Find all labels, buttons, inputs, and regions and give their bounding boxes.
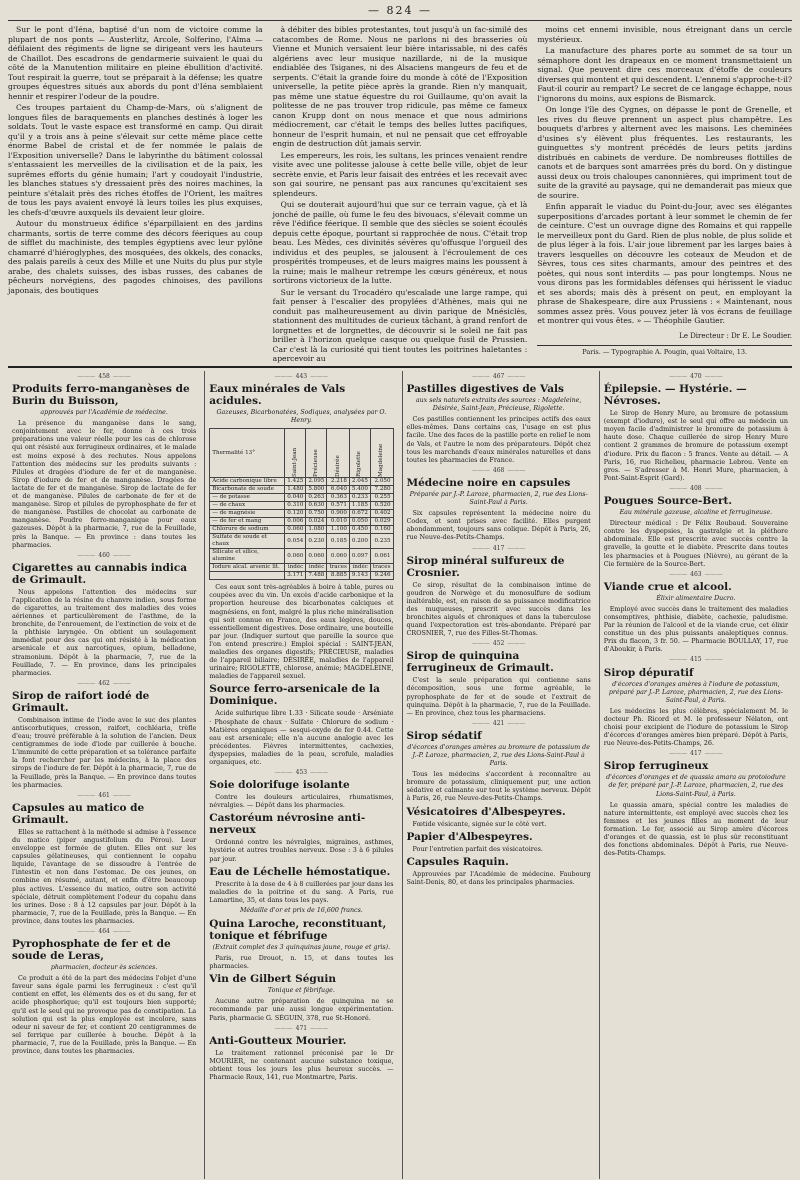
ad-body: Approuvées par l'Académie de médecine. Faubourg Saint-Denis, 80, et dans les principales pharmacies. bbox=[406, 869, 591, 886]
table-cell: 1.080 bbox=[306, 526, 327, 534]
ad-number: ——— 468 ——— bbox=[407, 467, 591, 475]
ad-block bbox=[407, 373, 591, 464]
ad-block bbox=[12, 373, 196, 549]
table-cell: 7.488 bbox=[306, 572, 327, 580]
paragraph: Ces troupes partaient du Champ-de-Mars, où s'alignent de longues files de baraquements en planches destinés à loger les soldats. Tout le vaste espace est transformé en camp. Qui dirait qu'il y a trois ans à peine s'élevait sur cette même place cette énorme Babel de cristal et de fer nommée le palais de l'Exposition universelle? Dans le labyrinthe du bâtiment colossal s'entassaient les merveilles de la civilisation et de la paix, les suprêmes efforts du génie humain; l'art y coudoyait l'industrie, les blanches statues s'y dressaient près des noires machines, la peinture s'étalait près des riches étoffes de l'Orient, les maîtres de tous les pays avaient envoyé là leurs toiles les plus exquises, les chefs-d'œuvre auxquels ils devaient leur gloire. bbox=[8, 103, 263, 217]
table-cell: 2.050 bbox=[370, 478, 393, 486]
table-cell: 0.060 bbox=[285, 526, 306, 534]
ad-block bbox=[604, 656, 788, 747]
table-cell: 0.050 bbox=[349, 518, 370, 526]
ad-body: Ces eaux sont très-agréables à boire à table, pures ou coupées avec du vin. Un excès d'acide carbonique et la proportion heureuse des bicarbonates calciques et magnésiens, en font, malgré la plus riche minéralisation qui soit connue en France, des eaux légères, douces, essentiellement digestives. Dose ordinaire, une bouteille par jour. (Indiquer surtout que pareille la source que l'on entend prescrire.) Emploi spécial : SAINT-JEAN, maladies des organes digestifs; PRÉCIEUSE, maladies de l'appareil biliaire; DÉSIRÉE, maladies de l'appareil urinaire; RIGOLETTE, chlorose, anémie; MAGDELEINE, maladies de l'appareil sexuel. bbox=[209, 583, 394, 681]
ad-block bbox=[209, 683, 393, 766]
paragraph: Autour du monstrueux édifice s'éparpillaient en des jardins charmants, sortis de terre comme des décors féeriques au coup de sifflet du machiniste, des temples égyptiens avec leur pylône chamarré d'hiéroglyphes, des mosquées, des okkels, des conacks, des palais pareils à ceux des Mille et une Nuits du plus pur style arabe, des chalets suisses, des isbas russes, des cabanes de pêcheurs norvégiens, des pagodes chinoises, des pavillons japonais, des boutiques bbox=[8, 219, 263, 295]
ad-number: ——— 452 ——— bbox=[407, 640, 591, 648]
ad-body: Fœtide vésicante, signée sur le côté vert. bbox=[412, 819, 547, 828]
ad-number: ——— 463 ——— bbox=[604, 571, 788, 579]
table-row bbox=[210, 564, 393, 572]
paragraph: moins cet ennemi invisible, nous étreignant dans un cercle mystérieux. bbox=[537, 25, 793, 44]
table-cell: Acide carbonique libre bbox=[210, 478, 285, 486]
ad-block bbox=[407, 806, 591, 828]
table-cell: 7.280 bbox=[370, 486, 393, 494]
table-cell: 0.263 bbox=[306, 494, 327, 502]
ad-block bbox=[209, 583, 393, 680]
ads-col-3 bbox=[402, 371, 595, 1179]
ad-body: Le quassia amara, spécial contre les maladies de nature intermittente, est employé avec succès chez les femmes et les jeunes filles au moment de leur formation. Le fer, associé au Sirop amère d'écorces d'oranges et de quassia, est le plus sûr reconstituant des fonctions abdominales. Dépôt à Paris, rue Neuve-des-Petits-Champs. bbox=[603, 800, 788, 858]
ad-number: ——— 443 ——— bbox=[209, 373, 393, 381]
table-cell: 0.054 bbox=[285, 534, 306, 549]
table-cell: 5.400 bbox=[349, 486, 370, 494]
ad-subtitle: Eau minérale gazeuse, alcaline et ferrugineuse. bbox=[619, 509, 773, 517]
ad-body: Le traitement rationnel préconisé par le Dr MOURIER, ne contenant aucune substance toxique, obtient tous les jours les plus heureux succès. — Pharmacie Roux, 141, rue Montmartre, Paris. bbox=[209, 1048, 394, 1082]
ad-title: Anti-Goutteux Mourier. bbox=[209, 1034, 347, 1047]
ad-block bbox=[209, 373, 393, 580]
table-cell: Chlorure de sodium bbox=[210, 526, 285, 534]
column-header: Désirée bbox=[327, 429, 350, 478]
ad-title: Source ferro-arsenicale de la Dominique. bbox=[209, 683, 380, 708]
ad-title: Sirop minéral sulfureux de Crosnier. bbox=[406, 554, 565, 579]
ad-number: ——— 458 ——— bbox=[12, 373, 196, 381]
printer-line: Paris. — Typographie A. Pougin, quai Voltaire, 13. bbox=[537, 345, 792, 358]
table-cell: 0.060 bbox=[306, 549, 327, 564]
ad-title: Cigarettes au cannabis indica de Grimault. bbox=[12, 561, 188, 586]
ad-subtitle: pharmacien, docteur ès sciences. bbox=[50, 964, 158, 972]
ad-block bbox=[407, 467, 591, 542]
ad-subtitle: (Extrait complet des 3 quinquinas jaune, rouge et gris). bbox=[212, 944, 391, 951]
table-row bbox=[210, 526, 393, 534]
feuilleton-col-1 bbox=[8, 25, 263, 358]
table-cell: 3.171 bbox=[285, 572, 306, 580]
paragraph: à débiter des bibles protestantes, tout jusqu'à un fac-similé des catacombes de Rome. Nous ne parlons ni des brasseries où Vienne et Munich versaient leur bière intarissable, ni des cafés algériens avec leur musique nazillarde, ni de la musique endiablée des Tsiganes, ni des Alsaciens mangeurs de feu et de serpents. C'était la grande foire du monde à côté de l'Exposition universelle, la petite pièce après la grande. Rien n'y manquait, pas même une statue équestre du roi Guillaume, qu'on avait la politesse de ne pas trouver trop ridicule, pas même ce fameux canon Krupp dont on nous menace et que nous admirions médiocrement, car c'était le temps des belles luttes pacifiques, honneur de l'esprit humain, et nul ne pensait que cet effroyable engin de destruction dût jamais servir. bbox=[272, 25, 528, 148]
ad-subtitle: Médaille d'or et prix de 16,600 francs. bbox=[239, 906, 363, 914]
paragraph: La manufacture des phares porte au sommet de sa tour un sémaphore dont les drapeaux en ce moment transmettaient un signal. Que peuvent dire ces morceaux d'étoffe de couleurs diverses qui montent et qui descendent. L'ennemi s'approche-t-il? Faut-il courir au rempart? Le secret de ce langage échappe, nous l'ignorons du moins, aux espions de Bismarck. bbox=[537, 46, 793, 103]
table-row bbox=[210, 494, 393, 502]
table-cell: 0.200 bbox=[349, 534, 370, 549]
table-cell: — de potasse bbox=[210, 494, 285, 502]
ad-block bbox=[209, 866, 393, 904]
ad-subtitle: aux sels naturels extraits des sources : Magdeleine, Désirée, Saint-Jean, Précieuse, Rigolette. bbox=[415, 397, 582, 413]
ad-subtitle: d'écorces d'oranges et de quassia amara au protoiodure de fer, préparé par J.-P. Laroze, pharmacien, 2, rue des Lions-Saint-Paul, à Paris. bbox=[606, 774, 786, 798]
table-cell: 2.095 bbox=[306, 478, 327, 486]
table-cell bbox=[210, 572, 285, 580]
table-cell: Silicate et silice, alumine bbox=[210, 549, 285, 564]
column-header: Magdeleine bbox=[370, 429, 393, 478]
table-cell: 1.480 bbox=[285, 486, 306, 494]
paragraph: Qui se douterait aujourd'hui que sur ce terrain vague, çà et là jonché de paille, où fume le feu des bivouacs, s'élevait comme un rêve l'édifice féerique. Il semble que des siècles se soient écoulés depuis cette époque, pourtant si rapprochée de nous. C'était trop beau. Les Mèdes, ces divinités sévères qu'offusque l'orgueil des individus et des peuples, se jalousent à l'écroulement de ces prospérités trompeuses, et de leurs maigres mains les poussent à la ruine; mais le malheur retrempe les cœurs généreux, et nous sortirons victorieux de la lutte. bbox=[272, 200, 528, 285]
ad-block bbox=[209, 918, 393, 970]
table-cell: 2.045 bbox=[349, 478, 370, 486]
paragraph: Enfin apparaît le viaduc du Point-du-Jour, avec ses élégantes superpositions d'arcades portant à leur sommet le chemin de fer de ceinture. C'est un ouvrage digne des Romains et qui rappelle le merveilleux pont du Gard. Rien de plus noble, de plus solide et de plus léger à la fois. L'air joue librement par les larges baies à travers lesquelles on découvre les coteaux de Meudon et de Sèvres, tous ces sites charmants, amour des peintres et des poètes, qui nous sont interdits — pas pour longtemps. Nous ne vous dirons pas les formidables défenses qui hérissent le viaduc et ses abords; mais dès à présent on peut, en employant la phrase de Shakespeare, dire aux Prussiens : « Maintenant, nous sommes assez près. Vous pouvez jeter là vos écrans de feuillage et montrer qui vous êtes. » — Théophile Gautier. bbox=[537, 202, 793, 325]
ad-number: ——— 421 ——— bbox=[407, 720, 591, 728]
table-row bbox=[210, 478, 393, 486]
table-cell: 0.571 bbox=[327, 502, 350, 510]
ad-block bbox=[604, 571, 788, 654]
ad-number: ——— 417 ——— bbox=[604, 750, 788, 758]
table-cell: 0.040 bbox=[285, 494, 306, 502]
column-header: Saint-Jean bbox=[285, 429, 306, 478]
ad-number: ——— 467 ——— bbox=[407, 373, 591, 381]
ad-body: Le Sirop de Henry Mure, au bromure de potassium (exempt d'iodure), est le seul qui offre au médecin un moyen facile d'administrer le bromure de potassium à haute dose. Chaque cuillerée de sirop Henry Mure contient 2 grammes de bromure de potassium exempt d'iodure. Prix du flacon : 5 francs. Vente au détail. — A Paris, 16, rue Richelieu, pharmacie Lebrou. Vente en gros. — S'adresser à M. Henri Mure, pharmacien, à Pont-Saint-Esprit (Gard). bbox=[603, 409, 788, 482]
ad-block bbox=[209, 907, 393, 915]
ad-number: ——— 460 ——— bbox=[12, 552, 196, 560]
table-cell: 0.402 bbox=[370, 510, 393, 518]
ad-body: Ordonné contre les névralgies, migraines, asthmes, hystérie et autres troubles nerveux. Dose : 3 à 6 pilules par jour. bbox=[209, 838, 394, 863]
ad-number: ——— 417 ——— bbox=[407, 545, 591, 553]
table-cell: 8.885 bbox=[327, 572, 350, 580]
ad-body: Pour l'entretien parfait des vésicatoires. bbox=[412, 844, 543, 853]
table-cell: Bicarbonate de soude bbox=[210, 486, 285, 494]
table-cell: — de magnésie bbox=[210, 510, 285, 518]
table-cell: 0.120 bbox=[285, 510, 306, 518]
ad-title: Papier d'Albespeyres. bbox=[406, 830, 533, 843]
ad-block bbox=[407, 856, 591, 886]
ad-body: Six capsules représentent la médecine noire du Codex, et sont prises avec facilité. Elles purgent abondamment, toujours sans colique. Dépôt à Paris, 26, rue Neuve-des-Petits-Champs. bbox=[406, 509, 591, 542]
table-row bbox=[210, 518, 393, 526]
table-row bbox=[210, 486, 393, 494]
ad-number: ——— 415 ——— bbox=[604, 656, 788, 664]
ad-title: Capsules au matico de Grimault. bbox=[12, 801, 145, 826]
ad-title: Sirop de raifort iodé de Grimault. bbox=[12, 689, 150, 714]
table-cell: 0.160 bbox=[370, 526, 393, 534]
ads-col-4 bbox=[599, 371, 792, 1179]
feuilleton-col-2 bbox=[272, 25, 528, 363]
table-row bbox=[210, 502, 393, 510]
table-cell: 1.185 bbox=[349, 502, 370, 510]
table-cell: 0.006 bbox=[285, 518, 306, 526]
table-cell: 1.425 bbox=[285, 478, 306, 486]
ad-body: Ces pastilles contiennent les principes actifs des eaux elles-mêmes. Dans certains cas, l'usage en est plus facile. Une des faces de la pastille porte en relief le nom de Vals, et l'autre le nom des préparateurs. Dépôt chez tous les marchands d'eaux minérales naturelles et dans toutes les pharmacies de France. bbox=[406, 415, 591, 464]
table-cell: 0.310 bbox=[285, 502, 306, 510]
table-cell: 0.060 bbox=[285, 549, 306, 564]
table-cell: 1.100 bbox=[327, 526, 350, 534]
table-cell: 2.218 bbox=[327, 478, 350, 486]
ad-body: Contre les douleurs articulaires, rhumatismes, névralgies. — Dépôt dans les pharmacies. bbox=[209, 793, 394, 810]
table-cell: traces bbox=[327, 564, 350, 572]
feuilleton bbox=[8, 25, 793, 363]
feuilleton-col-3 bbox=[537, 25, 792, 358]
ad-title: Soie dolorifuge isolante bbox=[209, 779, 350, 792]
ad-body: La présence du manganèse dans le sang, conjointement avec le fer, donne à ces trois préparations une valeur réelle pour les cas de chlorose qui ont résisté aux ferrugineux ordinaires, et le malade est moins exposé à des rechutes. Nous appelons l'attention des médecins sur les produits suivants : Pilules et dragées d'iodure de fer et de manganèse. Sirop d'iodure de fer et de manganèse. Dragées de lactate de fer et de manganèse. Sirop de lactate de fer et de manganèse. Pilules de carbonate de fer et de manganèse. Sirop et pilules de pyrophosphate de fer et de manganèse. Pastilles de chocolat au carbonate de manganèse. Poudre ferro-manganique pour eaux gazeuses. Dépôt à la pharmacie, 7, rue de la Feuillade, près la Banque. — En province : dans toutes les pharmacies. bbox=[12, 419, 197, 549]
ad-block bbox=[12, 928, 196, 1055]
ad-number: ——— 471 ——— bbox=[209, 1025, 393, 1033]
ad-title: Sirop sédatif bbox=[406, 729, 482, 742]
table-cell: 0.010 bbox=[327, 518, 350, 526]
table-cell: 0.230 bbox=[306, 534, 327, 549]
table-cell: 0.024 bbox=[306, 518, 327, 526]
ad-title: Vésicatoires d'Albespeyres. bbox=[406, 805, 566, 818]
table-cell: — de chaux bbox=[210, 502, 285, 510]
table-cell: 0.235 bbox=[370, 534, 393, 549]
table-cell: 0.060 bbox=[327, 549, 350, 564]
ad-number: ——— 453 ——— bbox=[209, 769, 393, 777]
table-cell: 5.800 bbox=[306, 486, 327, 494]
ad-title: Pougues Source-Bert. bbox=[603, 495, 733, 508]
ad-title: Sirop de quinquina ferrugineux de Grimault. bbox=[406, 650, 554, 675]
ad-title: Eaux minérales de Vals acidules. bbox=[209, 383, 346, 408]
page-number: — 824 — bbox=[368, 4, 432, 17]
mineral-analysis-table bbox=[209, 428, 393, 580]
ad-block bbox=[407, 831, 591, 853]
paragraph: Sur le versant du Trocadéro qu'escalade une large rampe, qui fait penser à l'escalier des propylées d'Athènes, mais qui ne conduit pas malheureusement au divin parique de Mnésiclès, stationnent des multitudes de curieux tâchant, à grand renfort de lorgnettes et de lorgnettes, de découvrir si le soleil ne fait pas briller à l'horizon quelque casque ou quelque fusil de Prussien. Car c'est là la curiosité qui tient toutes les poitrines haletantes : apercevoir au bbox=[272, 287, 528, 363]
ad-subtitle: d'écorces d'oranges amères à l'iodure de potassium, préparé par J.-P. Laroze, pharmacien, 2, rue des Lions-Saint-Paul, à Paris. bbox=[608, 680, 783, 704]
table-cell: 0.900 bbox=[327, 510, 350, 518]
ad-body: Combinaison intime de l'iode avec le suc des plantes antiscorbutiques, cresson, raifort, cochléaria, trèfle d'eau; trouvé préférable à la solution de l'ancien. Deux centigrammes de iode d'iode par cuillerée à bouche. L'immunité de cette préparation et sa tolérance parfaite la font rechercher par les médecins, à la place des sirops de l'iodure de fer. Dépôt à la pharmacie, 7, rue de la Feuillade, près la Banque. — En province dans toutes les pharmacies. bbox=[12, 715, 197, 789]
table-total-row bbox=[210, 572, 393, 580]
ad-subtitle: approuvés par l'Académie de médecine. bbox=[40, 409, 168, 417]
ad-title: Capsules Raquin. bbox=[406, 855, 509, 868]
ad-body: C'est la seule préparation qui contienne sans décomposition, sous une forme agréable, le pyrophosphate de fer et de soude et l'extrait de quinquina. Dépôt à la pharmacie, 7, rue de la Feuillade. — En province, chez tous les pharmaciens. bbox=[406, 676, 591, 717]
top-rule bbox=[8, 20, 792, 21]
advertisements bbox=[8, 366, 792, 1179]
ad-body: Ce sirop, résultat de la combinaison intime de goudron de Norwège et du monosulfure de sodium inaltérable, est, en raison de sa puissance modificatrice des muqueuses, prescrit avec succès dans les bronchites aiguës et chroniques et dans la tuberculose quand l'expectoration est très-abondante. Préparé par CROSNIER, 7, rue des Filles-St-Thomas. bbox=[406, 580, 591, 638]
table-cell: traces bbox=[370, 564, 393, 572]
table-cell: 0.233 bbox=[349, 494, 370, 502]
table-row bbox=[210, 534, 393, 549]
table-cell: 0.450 bbox=[349, 526, 370, 534]
director-signature: Le Directeur : Dr E. Le Soudier. bbox=[679, 331, 793, 340]
ad-block bbox=[407, 720, 591, 803]
table-row bbox=[210, 510, 393, 518]
ad-number: ——— 408 ——— bbox=[604, 485, 788, 493]
ad-body: Prescrite à la dose de 4 à 8 cuillerées par jour dans les maladies de la poitrine et du sang. A Paris, rue Lamartine, 35, et dans tous les pays. bbox=[209, 879, 394, 904]
ad-title: Castoréum névrosine anti-nerveux bbox=[209, 812, 366, 837]
ad-block bbox=[12, 552, 196, 677]
table-cell: 0.061 bbox=[370, 549, 393, 564]
ad-block bbox=[407, 545, 591, 638]
ad-number: ——— 470 ——— bbox=[604, 373, 788, 381]
ad-block bbox=[209, 769, 393, 809]
table-row bbox=[210, 549, 393, 564]
ad-block bbox=[604, 485, 788, 568]
ads-col-1 bbox=[8, 371, 200, 1179]
ad-block bbox=[604, 750, 788, 857]
ad-subtitle: Gazeuses, Bicarbonatées, Sodiques, analysées par O. Henry. bbox=[216, 409, 387, 425]
column-header: Précieuse bbox=[306, 429, 327, 478]
table-cell: 0.097 bbox=[349, 549, 370, 564]
ad-title: Sirop dépuratif bbox=[603, 666, 694, 679]
ad-body: Paris, rue Drouot, n. 15, et dans toutes les pharmacies. bbox=[209, 954, 394, 971]
ads-col-2 bbox=[204, 371, 397, 1179]
table-cell: 0.520 bbox=[370, 502, 393, 510]
table-cell: 0.029 bbox=[370, 518, 393, 526]
table-cell: indéc bbox=[285, 564, 306, 572]
ad-body: Ce produit a été de la part des médecins l'objet d'une faveur sans égale parmi les ferrugineux : c'est qu'il contient en effet, les éléments des os et du sang, fer et acide phosphorique; qu'il est toujours bien supporté; qu'il est le seul qui ne provoque pas de constipation. La solution qui est la plus employée est incolore, sans odeur ni saveur de fer, et contient 20 centigrammes de sel ferrique par cuillerée à bouche. Dépôt à la pharmacie, 7, rue de la Feuillade, près la Banque. — En province, dans toutes les pharmacies. bbox=[12, 974, 197, 1055]
table-cell: Sulfate de soude et chaux bbox=[210, 534, 285, 549]
ad-block bbox=[209, 1025, 393, 1081]
table-cell: indéc bbox=[306, 564, 327, 572]
table-cell: 0.363 bbox=[327, 494, 350, 502]
ad-title: Quina Laroche, reconstituant, tonique et fébrifuge bbox=[209, 918, 387, 942]
newspaper-page bbox=[8, 4, 792, 1172]
table-body bbox=[210, 478, 393, 580]
ad-block bbox=[604, 373, 788, 482]
ad-subtitle: d'écorces d'oranges amères au bromure de potassium de J.-P. Laroze, pharmacien, 2, rue des Lions-Saint-Paul à Paris. bbox=[407, 743, 590, 768]
paragraph: On longe l'île des Cygnes, on dépasse le pont de Grenelle, et les rives du fleuve prennent un aspect plus champêtre. Les bouquets d'arbres y alternent avec les maisons. Les cheminées d'usines s'y élèvent plus fréquentes. Les restaurants, les guinguettes s'y montrent précédés de leurs petits jardins distribués en cabinets de verdure. De nombreuses flottilles de canots et de barques sont amarrées près du bord. On y distingue aussi deux ou trois chaloupes canonnières, qui impriment tout de suite de la gravité au paysage, qui ne demanderait pas mieux que de sourire. bbox=[537, 105, 793, 200]
ad-title: Eau de Léchelle hémostatique. bbox=[209, 865, 391, 878]
ad-title: Pastilles digestives de Vals bbox=[406, 383, 564, 396]
ad-body: Acide sulfurique libre 1.33 · Silicate soude · Arséniate · Phosphate de chaux · Sulfate · Chlorure de sodium · Matières organiques — sesqui-oxyde de fer 0.44. Cette eau est arsenicale; elle n'a aucune analogie avec les précédentes. Fièvres intermittentes, cachexies, dyspepsies, maladies de la peau, scrofule, maladies organiques, etc. bbox=[209, 709, 394, 766]
ad-body: Les médecins les plus célèbres, spécialement M. le docteur Ph. Ricord et M. le professeur Nélaton, ont choisi pour excipient de l'iodure de potassium le Sirop d'écorces d'oranges amères bien préparé. Dépôt à Paris, rue Neuve-des-Petits-Champs, 26. bbox=[603, 706, 788, 748]
ad-title: Viande crue et alcool. bbox=[603, 580, 732, 593]
ad-block bbox=[209, 812, 393, 862]
ad-block bbox=[407, 640, 591, 717]
ad-title: Produits ferro-manganèses de Burin du Buisson, bbox=[12, 383, 190, 408]
table-cell: 6.040 bbox=[327, 486, 350, 494]
table-cell: — de fer et mang bbox=[210, 518, 285, 526]
column-header: Rigolette bbox=[349, 429, 370, 478]
table-cell: 0.185 bbox=[327, 534, 350, 549]
table-cell: 0.255 bbox=[370, 494, 393, 502]
ad-block bbox=[12, 680, 196, 789]
ad-subtitle: Préparée par J.-P. Laroze, pharmacien, 2, rue des Lions-Saint-Paul à Paris. bbox=[409, 490, 588, 507]
table-cell: 0.672 bbox=[349, 510, 370, 518]
table-cell: 0.750 bbox=[306, 510, 327, 518]
paragraph: Sur le pont d'Iéna, baptisé d'un nom de victoire comme la plupart de nos ponts — Austerlitz, Arcole, Solferino, l'Alma — défilaient des régiments de ligne se dirigeant vers les hauteurs de Chaillot. Des escadrons de gendarmerie suivaient le quai du côté de la Manutention militaire en pleine ébullition d'activité. Tout respirait la guerre, tout se préparait à la défense; les quatre groupes équestres situés aux abords du pont d'Iéna semblaient hennir et respirer l'odeur de la poudre. bbox=[8, 25, 263, 101]
ad-body: Aucune autre préparation de quinquina ne se recommande par une aussi longue expérimentation. Paris, pharmacie G. SÉGUIN, 378, rue St-Honoré. bbox=[209, 997, 394, 1022]
ad-title: Épilepsie. — Hystérie. — Névroses. bbox=[603, 383, 747, 408]
table-cell: 9.246 bbox=[370, 572, 393, 580]
table-header-row bbox=[210, 429, 393, 478]
ad-subtitle: Élixir alimentaire Ducro. bbox=[656, 594, 736, 602]
ad-body: Tous les médecins s'accordent à reconnaître au bromure de potassium, cliniquement pur, une action sédative et calmante sur tout le système nerveux. Dépôt à Paris, 26, rue Neuve-des-Petits-Champs. bbox=[406, 770, 591, 803]
ad-body: Employé avec succès dans le traitement des maladies consomptives, phthisie, diabète, cachexie, paludisme. Par la réunion de l'alcool et de la viande crue, cet élixir constitue un des plus puissants analeptiques connus. Prix du flacon, 3 fr. 50. — Pharmacie BOULLAY, 17, rue d'Aboukir, à Paris. bbox=[603, 604, 788, 654]
ad-block bbox=[209, 973, 393, 1021]
table-heat-label: Thermalité 13° bbox=[210, 429, 285, 478]
ad-title: Médecine noire en capsules bbox=[406, 476, 571, 489]
ad-title: Sirop ferrugineux bbox=[603, 760, 709, 773]
ad-body: Directeur médical : Dr Félix Roubaud. Souveraine contre les dyspepsies, la gastralgie et la pléthore abdominale. Elle est prescrite avec succès contre la gravelle, la goutte et le diabète. Prescrite dans toutes les pharmacies et à Pougues (Nièvre), au gérant de la Cie fermière de la Source-Bert. bbox=[603, 519, 788, 568]
table-cell: 9.143 bbox=[349, 572, 370, 580]
ad-subtitle: Tonique et fébrifuge. bbox=[267, 987, 335, 995]
ad-block bbox=[12, 792, 196, 925]
ad-number: ——— 462 ——— bbox=[12, 680, 196, 688]
ad-body: Nous appelons l'attention des médecins sur l'application de la résine du chanvre indien, sous forme de cigarettes, au traitement des maladies des voies aériennes et particulièrement de l'asthme, de la bronchite, de l'enrouement, de l'extinction de voix et de la phthisie laryngée. On obtient un soulagement immédiat pour des cas qui ont résisté à la médication arsenicale et aux narcotiques, opium, belladone, stramonium. Dépôt à la pharmacie, 7, rue de la Feuillade, 7. — En province, dans les principales pharmacies. bbox=[12, 587, 197, 677]
table-cell: 0.630 bbox=[306, 502, 327, 510]
table-cell: Iodure alcal. arsenic lit. bbox=[210, 564, 285, 572]
ad-number: ——— 461 ——— bbox=[12, 792, 196, 800]
table-cell: indéc bbox=[349, 564, 370, 572]
ad-title: Vin de Gilbert Séguin bbox=[209, 973, 337, 986]
paragraph: Les empereurs, les rois, les sultans, les princes venaient rendre visite avec une politesse jalouse à cette belle ville, objet de leur secrète envie, et Paris leur faisait des entrées et les recevait avec son gai sourire, ne pensant pas aux rancunes qu'excitaient ses splendeurs. bbox=[272, 150, 528, 198]
ad-number: ——— 464 ——— bbox=[12, 928, 196, 936]
ad-body: Elles se rattachent à la méthode si admise à l'essence du matico (piper angustifolium du Pérou). Leur enveloppe est formée de gluten. Elles ont sur les capsules gélatineuses, qui contiennent le copahu liquide, l'avantage de se dissoudre à l'entrée de l'intestin et non dans l'estomac. De ces jeunes, on combine en résumé, autant, et enfin d'être beaucoup plus actives. L'essence du matico, outre son activité spéciale, détruit complètement l'odeur du copahu dans les urines. Dose : 8 à 12 capsules par jour. Dépôt à la pharmacie, 7, rue de la Feuillade, près la Banque. — En province, dans toutes les pharmacies. bbox=[12, 827, 197, 925]
ad-title: Pyrophosphate de fer et de soude de Leras, bbox=[12, 938, 171, 963]
